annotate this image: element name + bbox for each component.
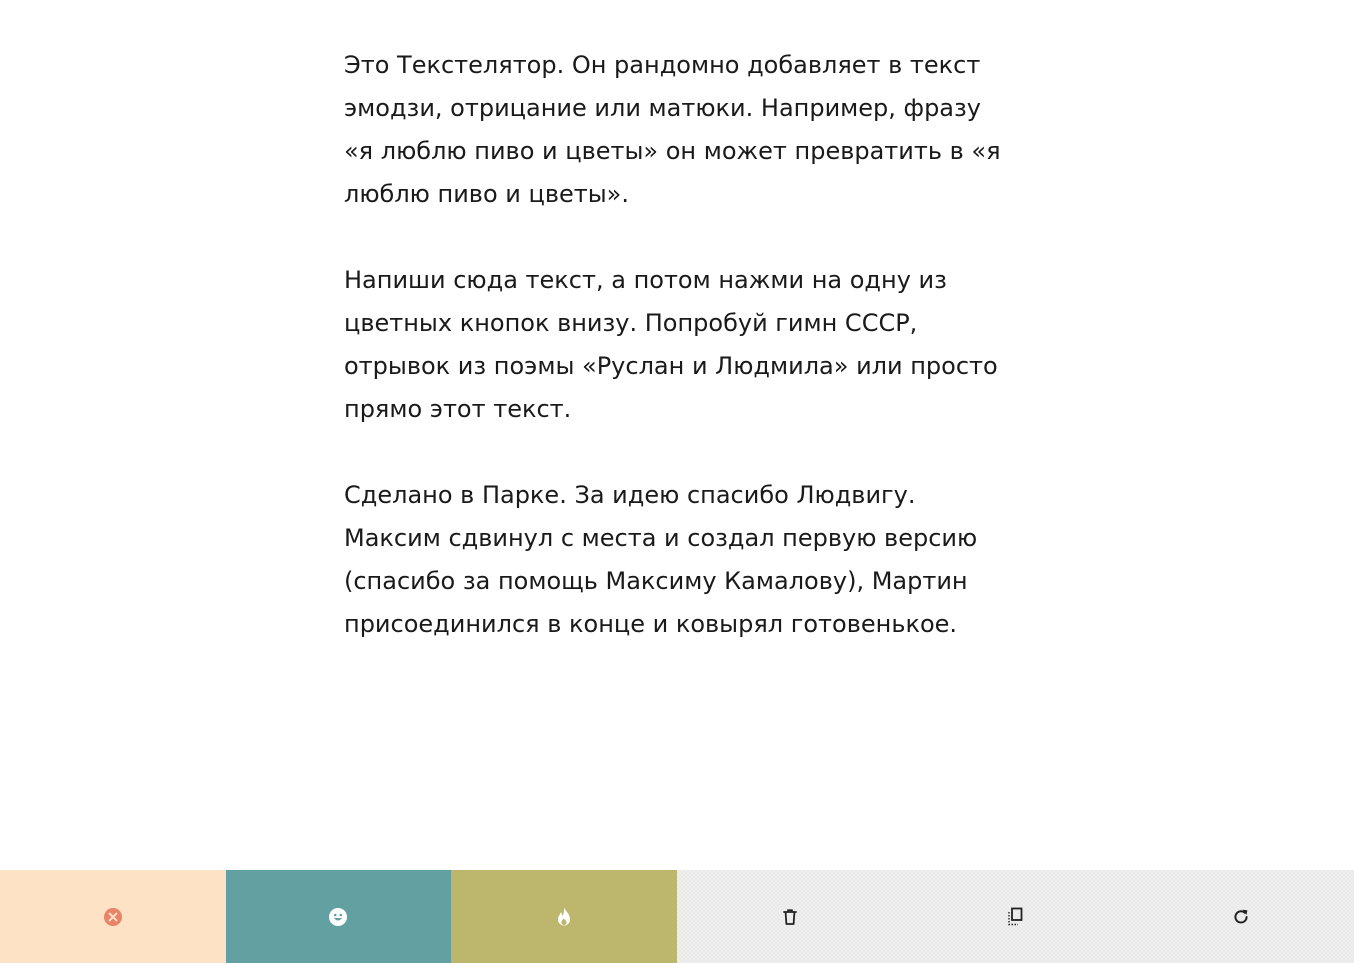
text-editor[interactable] [344,44,1004,689]
editor-paragraph-intro[interactable]: Это Текстелятор. Он рандомно добавляет в текст эмодзи, отрицание или матюки. Например, фразу «я люблю пиво и цветы» он может превратить в «я люблю пиво и цветы». [344,51,1001,208]
emoji-button[interactable] [226,870,452,963]
editor-paragraph-credits[interactable]: Сделано в Парке. За идею спасибо Людвигу. Максим сдвинул с места и создал первую версию (спасибо за помощь Максиму Камалову), Мартин присоединился в конце и ковырял готовенькое. [344,481,978,638]
negation-button[interactable] [0,870,226,963]
x-circle-icon [103,907,123,927]
refresh-icon [1232,908,1250,926]
trash-icon [782,908,798,926]
refresh-button[interactable] [1128,870,1354,963]
flame-icon [555,906,573,928]
copy-icon [1006,907,1024,927]
smiley-icon [328,907,348,927]
action-toolbar [0,870,1354,963]
swear-button[interactable] [451,870,677,963]
editor-paragraph-instructions[interactable]: Напиши сюда текст, а потом нажми на одну из цветных кнопок внизу. Попробуй гимн СССР, отрывок из поэмы «Руслан и Людмила» или просто прямо этот текст. [344,266,998,423]
clear-button[interactable] [677,870,903,963]
copy-button[interactable] [903,870,1129,963]
utility-button-group [677,870,1354,963]
